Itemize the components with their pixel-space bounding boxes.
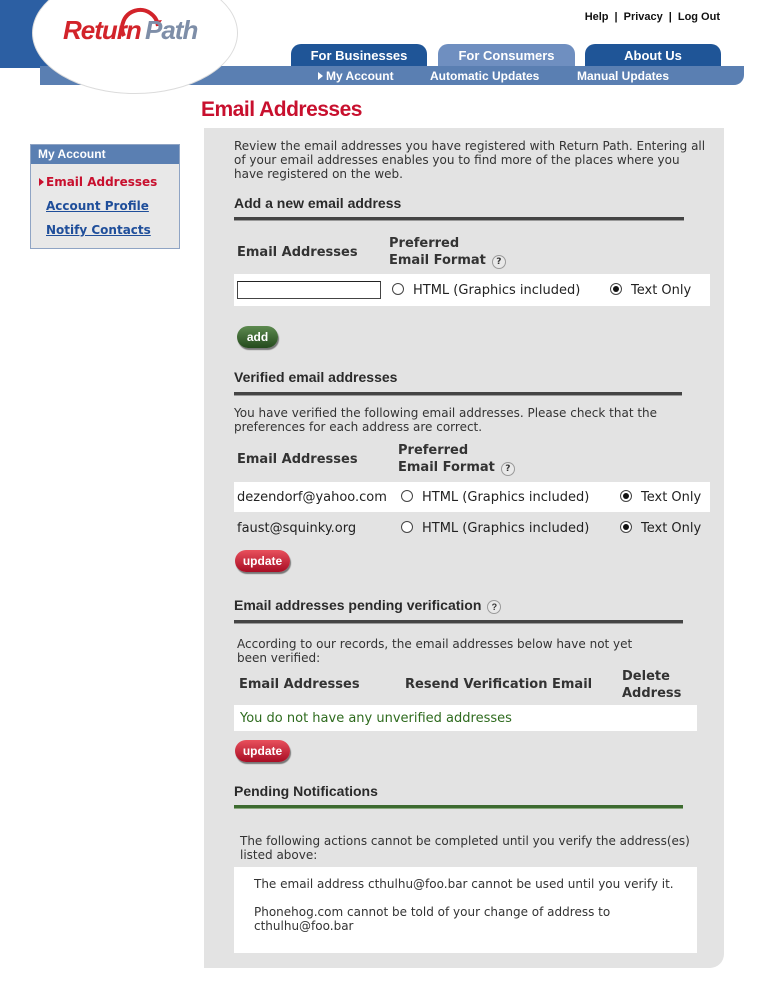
subnav-my-account[interactable] — [318, 67, 394, 84]
new-email-input[interactable] — [237, 281, 381, 299]
col-header-email: Email Addresses — [239, 677, 360, 692]
radio-label: Text Only — [641, 490, 702, 505]
page-title: Email Addresses — [201, 98, 362, 121]
col-header-line: Delete — [622, 669, 670, 684]
section-divider — [234, 217, 684, 220]
format-option-html[interactable] — [401, 521, 589, 536]
subnav-manual-updates[interactable]: Manual Updates — [577, 68, 670, 83]
radio-text-only[interactable] — [620, 521, 632, 533]
empty-message: You do not have any unverified addresses — [240, 711, 512, 726]
col-header-line-2: Address — [622, 686, 682, 701]
sidebar-item-account-profile[interactable]: Account Profile — [46, 199, 149, 213]
help-icon[interactable]: ? — [501, 462, 515, 476]
tab-for-consumers[interactable]: For Consumers — [438, 44, 575, 66]
format-option-html[interactable] — [392, 283, 580, 298]
tab-about-us[interactable]: About Us — [585, 44, 721, 66]
add-section-title: Add a new email address — [234, 195, 402, 211]
subnav-automatic-updates[interactable]: Automatic Updates — [430, 68, 540, 83]
section-divider — [234, 805, 683, 808]
notification-message: The email address cthulhu@foo.bar cannot be used until you verify it. — [254, 877, 674, 891]
format-option-text[interactable] — [620, 521, 701, 536]
separator: | — [668, 11, 672, 23]
notifications-description: The following actions cannot be completed until you verify the address(es) listed above: — [240, 834, 690, 862]
section-divider — [234, 620, 683, 623]
col-header-line-2 — [389, 252, 506, 269]
separator: | — [614, 11, 618, 23]
pending-description: According to our records, the email addresses below have not yet been verified: — [237, 637, 633, 665]
radio-html[interactable] — [401, 490, 413, 502]
pending-section-title — [234, 597, 501, 614]
col-header-label: Email Format — [389, 253, 486, 268]
arrow-right-icon — [318, 72, 323, 80]
tab-for-businesses[interactable]: For Businesses — [291, 44, 427, 66]
col-header-delete — [622, 668, 681, 702]
verified-description: You have verified the following email addresses. Please check that the preferences for each address are correct. — [234, 406, 658, 434]
section-divider — [234, 392, 682, 395]
logo-text-path[interactable]: Path — [145, 15, 198, 45]
col-header-email: Email Addresses — [237, 245, 358, 260]
format-option-text[interactable] — [610, 283, 691, 298]
col-header-format — [398, 442, 515, 476]
col-header-email: Email Addresses — [237, 452, 358, 467]
logout-link[interactable]: Log Out — [677, 11, 720, 23]
verified-email: dezendorf@yahoo.com — [237, 490, 387, 505]
sidebar-item-email-addresses[interactable] — [39, 175, 157, 189]
help-link[interactable]: Help — [584, 11, 609, 23]
subnav-label: My Account — [326, 68, 394, 83]
radio-html[interactable] — [401, 521, 413, 533]
radio-label: Text Only — [631, 283, 692, 298]
help-icon[interactable]: ? — [492, 255, 506, 269]
intro-text: Review the email addresses you have registered with Return Path. Entering all of your email addresses enables you to find more of the places where you have registered on the web. — [234, 139, 706, 181]
radio-text-only[interactable] — [610, 283, 622, 295]
radio-text-only[interactable] — [620, 490, 632, 502]
sidebar-title: My Account — [31, 145, 179, 164]
add-button[interactable]: add — [237, 326, 278, 348]
col-header-line-2 — [398, 459, 515, 476]
format-option-text[interactable] — [620, 490, 701, 505]
col-header-label: Email Format — [398, 460, 495, 475]
help-icon[interactable]: ? — [487, 600, 501, 614]
radio-label: HTML (Graphics included) — [413, 283, 581, 298]
pending-title-label: Email addresses pending verification — [234, 597, 482, 613]
utility-links — [585, 11, 720, 23]
notifications-section-title: Pending Notifications — [234, 783, 378, 799]
col-header-resend: Resend Verification Email — [405, 677, 593, 692]
notification-message: Phonehog.com cannot be told of your change of address to cthulhu@foo.bar — [254, 905, 611, 933]
sidebar-item-notify-contacts[interactable]: Notify Contacts — [46, 223, 151, 237]
verified-email: faust@squinky.org — [237, 521, 357, 536]
radio-label: Text Only — [641, 521, 702, 536]
format-option-html[interactable] — [401, 490, 589, 505]
col-header-line: Preferred — [389, 236, 460, 251]
col-header-line: Preferred — [398, 443, 469, 458]
privacy-link[interactable]: Privacy — [623, 11, 663, 23]
verified-section-title: Verified email addresses — [234, 369, 398, 385]
radio-label: HTML (Graphics included) — [422, 521, 590, 536]
arrow-right-icon — [39, 178, 44, 186]
radio-html[interactable] — [392, 283, 404, 295]
radio-label: HTML (Graphics included) — [422, 490, 590, 505]
col-header-format — [389, 235, 506, 269]
logo-text-return[interactable]: Return — [63, 15, 141, 45]
update-verified-button[interactable]: update — [235, 550, 290, 572]
sidebar — [30, 144, 180, 249]
update-pending-button[interactable]: update — [235, 740, 290, 762]
sidebar-item-label: Email Addresses — [46, 175, 158, 189]
